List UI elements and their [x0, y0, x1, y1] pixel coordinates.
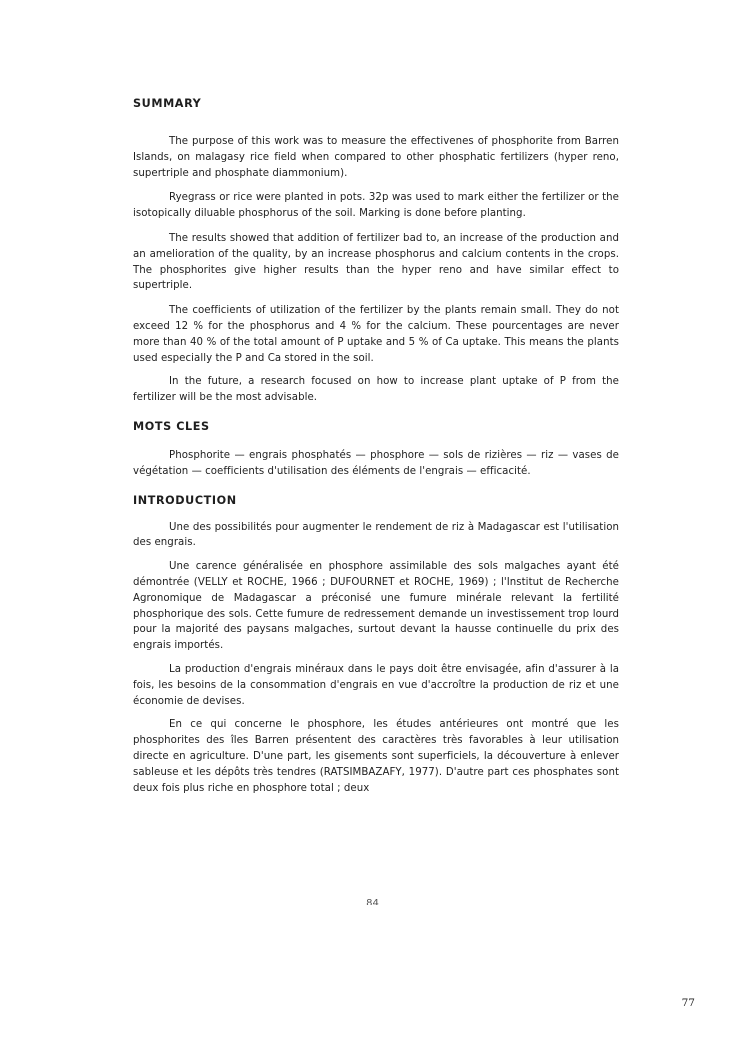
introduction-heading: INTRODUCTION: [133, 493, 237, 507]
summary-paragraph: In the future, a research focused on how to increase plant uptake of P from the fertilizer will be the most advisable.: [133, 376, 619, 404]
page-number: 77: [681, 997, 695, 1009]
text-column: [133, 96, 619, 796]
summary-paragraph: The coefficients of utilization of the fertilizer by the plants remain small. They do not exceed 12 % for the phosphorus and 4 % for the calcium. These pourcentages are never more than 40 % of the total amount of P uptake and 5 % of Ca uptake. This means the plants used especially the P and Ca stored in the soil.: [133, 305, 619, 364]
original-page-number: 84: [366, 898, 379, 905]
introduction-paragraph: En ce qui concerne le phosphore, les études antérieures ont montré que les phosphorites des îles Barren présentent des caractères très favorables à leur utilisation directe en agriculture. D'une part, les gisements sont superficiels, la découverture à enlever sableuse et les dépôts très tendres (RATSIMBAZAFY, 1977). D'autre part ces phosphates sont deux fois plus riche en phosphore total ; deux: [133, 719, 619, 794]
summary-paragraph: The purpose of this work was to measure the effectivenes of phosphorite from Barren Islands, on malagasy rice field when compared to other phosphatic fertilizers (hyper reno, supertriple and phosphate diammonium).: [133, 136, 619, 179]
introduction-paragraph: Une carence généralisée en phosphore assimilable des sols malgaches ayant été démontrée (VELLY et ROCHE, 1966 ; DUFOURNET et ROCHE, 1969) ; l'Institut de Recherche Agronomique de Madagascar a préconisé une fumure minérale relevant la fertilité phosphorique des sols. Cette fumure de redressement demande un investissement trop lourd pour la majorité des paysans malgaches, surtout devant la hausse continuelle du prix des engrais importés.: [133, 561, 619, 652]
summary-heading: SUMMARY: [133, 97, 202, 110]
introduction-paragraph: Une des possibilités pour augmenter le rendement de riz à Madagascar est l'utilisation des engrais.: [133, 521, 619, 549]
summary-paragraph: The results showed that addition of fertilizer bad to, an increase of the production and an amelioration of the quality, by an increase phosphorus and calcium contents in the crops. The phosphorites give higher results than the hyper reno and have similar effect to supertriple.: [133, 232, 619, 292]
mots-cles-heading: MOTS CLES: [133, 419, 210, 433]
summary-paragraph: Ryegrass or rice were planted in pots. 32p was used to mark either the fertilizer or the isotopically diluable phosphorus of the soil. Marking is done before planting.: [133, 192, 619, 220]
mots-cles-text: Phosphorite — engrais phosphatés — phosphore — sols de rizières — riz — vases de végétation — coefficients d'utilisation des éléments de l'engrais — efficacité.: [133, 449, 619, 477]
introduction-paragraph: La production d'engrais minéraux dans le pays doit être envisagée, afin d'assurer à la fois, les besoins de la consommation d'engrais en vue d'accroître la production de riz et une économie de devises.: [133, 663, 619, 707]
